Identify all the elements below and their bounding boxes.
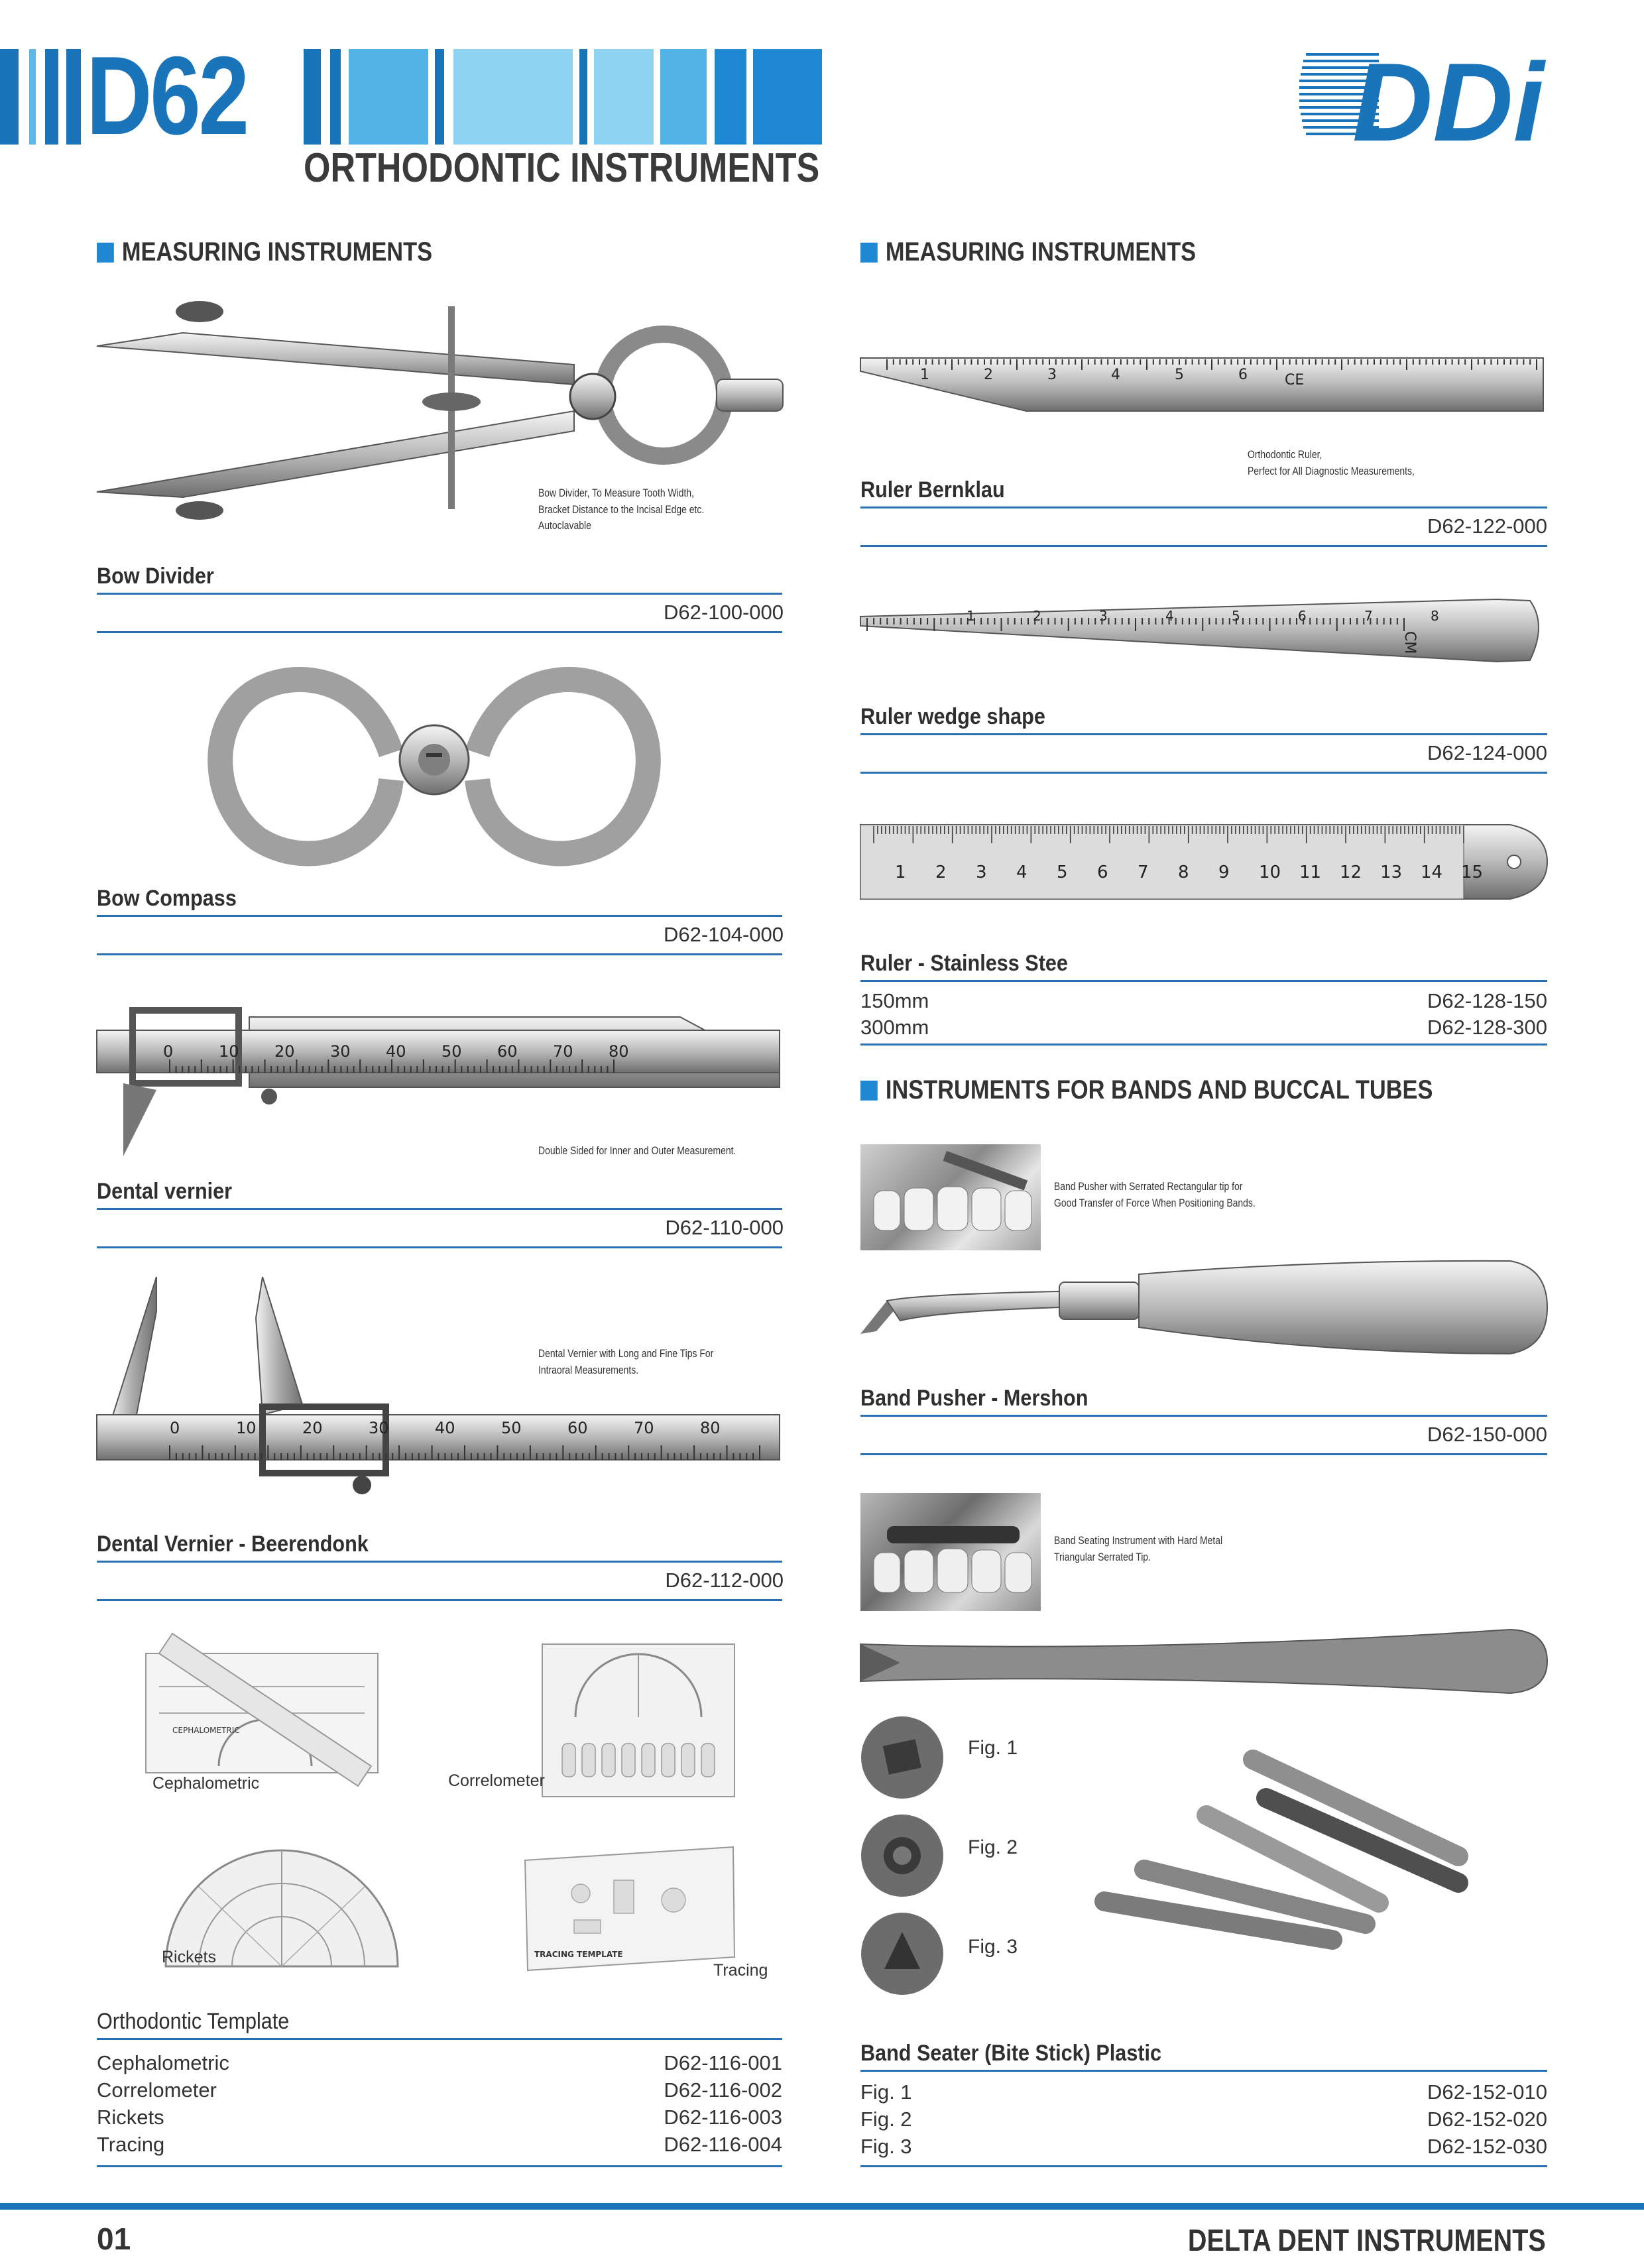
fig-label: Fig. 3 [968,1936,1018,1958]
divider-rule [860,2070,1547,2072]
page-number: 01 [97,2222,131,2256]
row-label: Cephalometric [97,2051,229,2074]
product-code: D62-104-000 [664,923,784,946]
list-item [97,2133,782,2157]
header-stripe [715,49,746,145]
header-stripe [330,49,341,145]
divider-rule [860,507,1547,508]
scale-number: 2 [1033,608,1041,624]
band-pusher-image [860,1254,1547,1360]
description-line: Orthodontic Ruler, [1248,448,1322,461]
divider-rule [97,1246,782,1248]
correlometer-template-image [536,1638,741,1803]
scale-number: 70 [553,1042,573,1061]
description-line: Band Seating Instrument with Hard Metal [1054,1534,1223,1547]
divider-rule [97,631,782,633]
fig-2-image [860,1814,944,1897]
row-code: D62-152-030 [1427,2135,1547,2158]
scale-number: 3 [1047,367,1057,383]
scale-number: 5 [1232,608,1240,624]
tracing-template-image [521,1840,740,1973]
dental-vernier-beerendonk-description [538,1346,713,1378]
scale-number: 15 [1461,863,1484,882]
scale-number: 7 [1138,863,1149,882]
fig-label: Fig. 2 [968,1836,1018,1858]
section-bullet-icon [860,1081,878,1101]
product-name: Ruler Bernklau [860,477,1005,503]
product-name: Band Seater (Bite Stick) Plastic [860,2041,1162,2066]
band-pusher-description [1054,1179,1256,1211]
description-line: Band Pusher with Serrated Rectangular tip for [1054,1180,1243,1193]
row-code: D62-152-020 [1427,2108,1547,2131]
product-name: Band Pusher - Mershon [860,1386,1088,1411]
band-seater-photo-graphic [860,1493,1041,1611]
cephalometric-template-text: CEPHALOMETRIC [172,1726,240,1735]
row-label: Fig. 2 [860,2108,912,2131]
scale-number: 5 [1057,863,1068,882]
product-name: Orthodontic Template [97,2009,290,2034]
list-item [860,2108,1547,2131]
scale-number: 50 [441,1042,462,1061]
description-line: Intraoral Measurements. [538,1363,639,1376]
divider-rule [860,1453,1547,1455]
divider-rule [97,2038,782,2040]
header-stripe [0,49,19,145]
description-line: Triangular Serrated Tip. [1054,1550,1151,1563]
scale-number: 5 [1175,367,1184,383]
catalog-code: D62 [86,33,247,158]
row-label: Rickets [97,2106,164,2129]
divider-rule [97,953,782,955]
product-name: Ruler - Stainless Stee [860,951,1068,976]
section-bullet-icon [97,243,114,263]
header-stripe [660,49,707,145]
header-stripe [29,49,36,145]
divider-rule [860,545,1547,547]
product-name: Dental Vernier - Beerendonk [97,1531,369,1557]
bow-divider-image [97,292,786,517]
brand-logo [1299,40,1551,164]
description-line: Good Transfer of Force When Positioning Bands. [1054,1196,1256,1209]
row-code: D62-116-002 [664,2078,782,2102]
header-stripe [66,49,81,145]
scale-number: 6 [1097,863,1108,882]
template-caption: Correlometer [448,1771,545,1790]
list-item [97,2078,782,2102]
product-code: D62-122-000 [1427,514,1547,538]
scale-number: 30 [330,1042,351,1061]
scale-number: 60 [567,1419,588,1437]
scale-number: 10 [236,1419,257,1437]
bow-divider-description [538,485,704,534]
divider-rule [97,915,782,917]
product-name: Bow Compass [97,886,237,911]
band-pusher-photo-graphic [860,1144,1041,1250]
scale-number: 13 [1380,863,1403,882]
header-stripe [753,49,822,145]
ruler-wedge-image [860,591,1547,671]
scale-number: 6 [1238,367,1248,383]
description-line: Bow Divider, To Measure Tooth Width, [538,487,695,499]
scale-number: 4 [1111,367,1120,383]
product-code: D62-124-000 [1427,741,1547,764]
row-code: D62-128-300 [1427,1016,1547,1039]
scale-number: 12 [1340,863,1362,882]
description-line: Bracket Distance to the Incisal Edge etc. [538,503,705,516]
scale-number: 6 [1298,608,1307,624]
row-code: D62-152-010 [1427,2080,1547,2104]
list-item [97,2051,782,2075]
divider-rule [860,980,1547,982]
scale-number: 40 [435,1419,455,1437]
row-code: D62-116-001 [664,2051,782,2074]
description-line: Perfect for All Diagnostic Measurements, [1248,464,1415,477]
row-label: Tracing [97,2133,165,2156]
scale-number: 10 [219,1042,239,1061]
template-caption: Rickets [162,1948,216,1966]
product-name: Ruler wedge shape [860,704,1045,729]
divider-rule [97,593,782,595]
section-title: MEASURING INSTRUMENTS [885,237,1197,267]
ce-mark: CE [1285,372,1305,388]
list-item [860,2080,1547,2104]
header-stripe [349,49,428,145]
scale-number: 20 [302,1419,323,1437]
section-heading-measuring-right [860,237,1196,267]
dental-vernier-description [538,1143,736,1160]
dental-vernier-image [97,984,786,1156]
brand-logo-text: DDi [1352,40,1545,164]
divider-rule [97,1599,782,1601]
page-title: ORTHODONTIC INSTRUMENTS [304,145,820,191]
scale-number: 7 [1364,608,1373,624]
product-code: D62-110-000 [665,1216,784,1239]
footer-brand: DELTA DENT INSTRUMENTS [1188,2223,1546,2257]
scale-number: 11 [1299,863,1322,882]
fig-1-image [860,1716,944,1799]
scale-number: 8 [1431,608,1439,624]
band-seater-image [860,1624,1547,1704]
description-line: Autoclavable [538,519,591,532]
template-caption: Tracing [713,1961,768,1980]
row-code: D62-128-150 [1427,989,1547,1012]
list-item [860,1016,1547,1040]
scale-number: 9 [1218,863,1230,882]
divider-rule [97,2165,782,2167]
product-name: Dental vernier [97,1179,233,1204]
description-line: Double Sided for Inner and Outer Measurement. [538,1144,736,1157]
row-label: Fig. 3 [860,2135,912,2158]
bite-sticks-image [1087,1750,1485,1956]
scale-number: 4 [1165,608,1174,624]
band-pusher-photo [860,1144,1041,1250]
scale-number: 1 [967,608,975,624]
scale-number: 2 [984,367,993,383]
scale-number: 0 [163,1042,174,1061]
product-code: D62-150-000 [1427,1423,1547,1446]
scale-number: 10 [1259,863,1281,882]
cephalometric-template-image [133,1634,384,1793]
row-label: Correlometer [97,2078,217,2102]
fig-3-image [860,1912,944,1996]
bow-compass-image [199,660,676,872]
divider-rule [860,1044,1547,1045]
list-item [97,2106,782,2129]
header-stripe [304,49,321,145]
ruler-bernklau-image [860,351,1547,418]
header-stripe [45,49,58,145]
section-title: MEASURING INSTRUMENTS [121,237,433,267]
scale-number: 80 [700,1419,721,1437]
product-code: D62-112-000 [665,1569,784,1592]
scale-number: 30 [369,1419,389,1437]
template-caption: Cephalometric [152,1774,260,1793]
band-seater-photo [860,1493,1041,1611]
divider-rule [860,2165,1547,2167]
scale-number: 4 [1016,863,1028,882]
ruler-steel-image [860,819,1547,903]
section-bullet-icon [860,243,878,263]
section-heading-measuring-left [97,237,432,267]
list-item [860,989,1547,1013]
header-stripe [579,49,587,145]
scale-number: 1 [895,863,906,882]
product-code: D62-100-000 [664,601,784,624]
description-line: Dental Vernier with Long and Fine Tips For [538,1347,714,1360]
brand-logo-graphic [1299,40,1551,164]
divider-rule [860,733,1547,735]
scale-number: 40 [386,1042,406,1061]
scale-number: 70 [634,1419,654,1437]
band-seater-description [1054,1533,1222,1565]
fig-label: Fig. 1 [968,1737,1018,1759]
scale-number: 50 [501,1419,522,1437]
row-code: D62-116-004 [664,2133,782,2156]
scale-number: 2 [935,863,947,882]
section-heading-bands [860,1075,1433,1105]
list-item [860,2135,1547,2159]
product-name: Bow Divider [97,564,214,589]
scale-number: 60 [497,1042,518,1061]
divider-rule [97,1208,782,1210]
divider-rule [860,772,1547,774]
scale-number: 0 [170,1419,180,1437]
divider-rule [860,1415,1547,1417]
row-label: 150mm [860,989,929,1012]
scale-number: 8 [1178,863,1189,882]
row-code: D62-116-003 [664,2106,782,2129]
header-stripe [594,49,654,145]
scale-number: 3 [1099,608,1108,624]
footer-bar [0,2203,1644,2210]
scale-number: 1 [920,367,929,383]
header-stripe [435,49,444,145]
ruler-bernklau-description [1248,447,1415,479]
row-label: Fig. 1 [860,2080,912,2104]
section-title: INSTRUMENTS FOR BANDS AND BUCCAL TUBES [885,1075,1433,1104]
divider-rule [97,1561,782,1563]
scale-number: 20 [274,1042,295,1061]
tracing-template-text: TRACING TEMPLATE [534,1950,623,1959]
dental-vernier-beerendonk-image [97,1272,786,1497]
header-stripe [453,49,573,145]
row-label: 300mm [860,1016,929,1039]
cm-mark: CM [1401,631,1418,654]
scale-number: 3 [976,863,987,882]
scale-number: 80 [609,1042,629,1061]
scale-number: 14 [1421,863,1443,882]
